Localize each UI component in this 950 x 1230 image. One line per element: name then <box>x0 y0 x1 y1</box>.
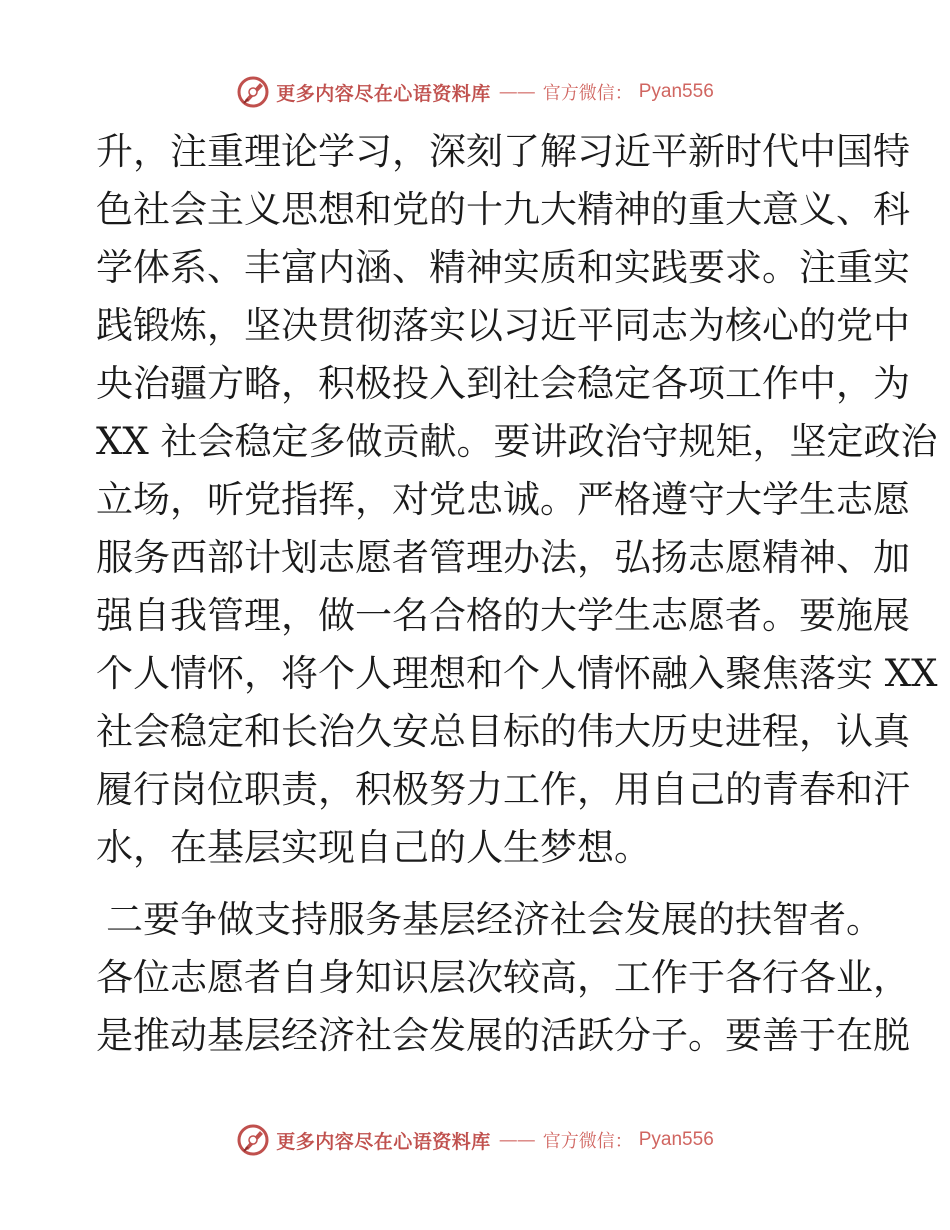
text-line: 二要争做支持服务基层经济社会发展的扶智者。 <box>106 898 883 941</box>
text-line: 水，在基层实现自己的人生梦想。 <box>96 826 651 869</box>
watermark-text: 更多内容尽在心语资料库 <box>276 1130 491 1153</box>
watermark-separator: —— <box>498 81 535 103</box>
watermark-wechat-label: 官方微信： <box>542 1131 633 1152</box>
text-line: 各位志愿者自身知识层次较高，工作于各行各业， <box>96 956 910 999</box>
text-line: 履行岗位职责，积极努力工作，用自己的青春和汗 <box>96 768 910 811</box>
text-line: 强自我管理，做一名合格的大学生志愿者。要施展 <box>96 594 910 637</box>
watermark-wechat-label: 官方微信： <box>542 83 633 104</box>
quill-logo-icon <box>236 75 270 109</box>
text-line: 色社会主义思想和党的十九大精神的重大意义、科 <box>96 188 910 231</box>
text-line: 社会稳定和长治久安总目标的伟大历史进程，认真 <box>96 710 910 753</box>
watermark-header <box>0 72 950 112</box>
watermark-text: 更多内容尽在心语资料库 <box>276 82 491 105</box>
text-line: 立场，听党指挥，对党忠诚。严格遵守大学生志愿 <box>96 478 910 521</box>
watermark-wechat-id: Pyan556 <box>638 81 714 102</box>
text-line: 个人情怀，将个人理想和个人情怀融入聚焦落实 XX <box>96 652 938 695</box>
quill-logo-icon <box>236 1123 270 1157</box>
watermark-separator: —— <box>498 1129 535 1151</box>
paragraph-1 <box>96 123 938 877</box>
paragraph-2 <box>96 891 910 1065</box>
text-line: XX 社会稳定多做贡献。要讲政治守规矩，坚定政治 <box>96 420 938 463</box>
text-line: 央治疆方略，积极投入到社会稳定各项工作中，为 <box>96 362 910 405</box>
text-line: 是推动基层经济社会发展的活跃分子。要善于在脱 <box>96 1014 910 1057</box>
text-line: 践锻炼，坚决贯彻落实以习近平同志为核心的党中 <box>96 304 910 347</box>
watermark-footer <box>0 1120 950 1160</box>
text-line: 升，注重理论学习，深刻了解习近平新时代中国特 <box>96 130 910 173</box>
text-line: 学体系、丰富内涵、精神实质和实践要求。注重实 <box>96 246 910 289</box>
document-body <box>96 123 938 1065</box>
watermark-wechat-id: Pyan556 <box>638 1129 714 1150</box>
text-line: 服务西部计划志愿者管理办法，弘扬志愿精神、加 <box>96 536 910 579</box>
paragraph-spacer <box>96 877 856 891</box>
